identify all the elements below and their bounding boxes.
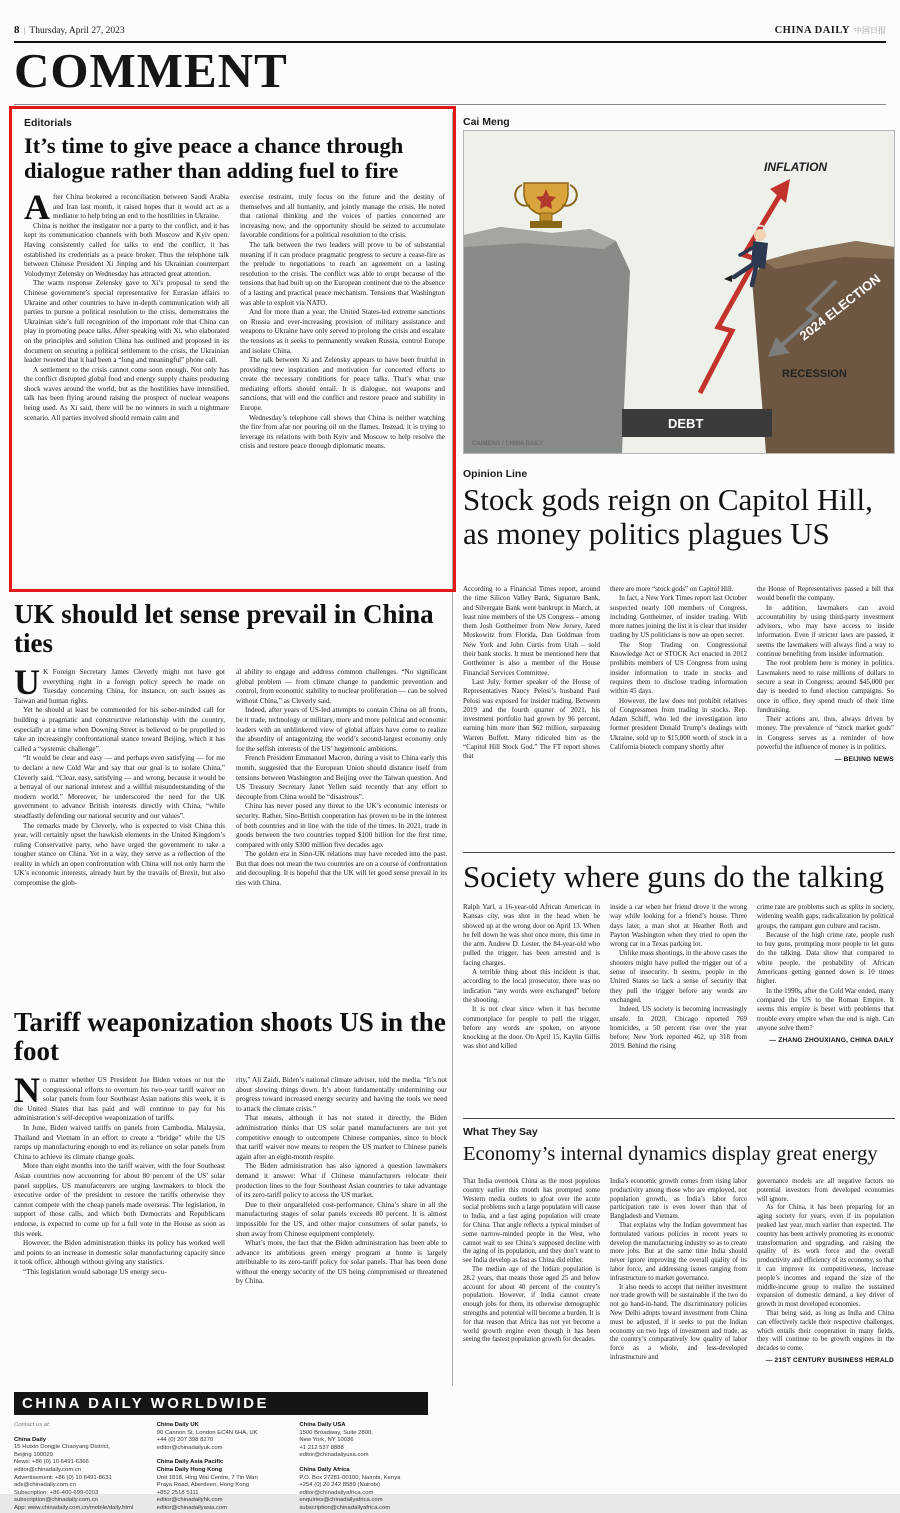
editorial-cartoon: [463, 130, 895, 454]
cliff-label: 2024 ELECTION: [796, 271, 884, 344]
paragraph: China has never posed any threat to the UK’s economic interests or security. Rather, Sino-British cooperation has proven to be in the interest of both countries and in line with the tide of the times. In 2021, trade in goods between the two countries topped $100 billion for the first time, compared with only $300 million five decades ago.: [236, 802, 447, 849]
paragraph: However, the Biden administration thinks its policy has worked well and points to an increase in domestic solar manufacturing capacity since it took office, although without giving any statistics.: [14, 1239, 225, 1267]
paragraph: Praya Road, Aberdeen, Hong Kong: [156, 1482, 250, 1489]
economy-column-3: [757, 1178, 894, 1486]
paragraph: Unit 1818, Hing Wai Centre, 7 Tin Wan: [156, 1474, 258, 1481]
paragraph: governance models are all negative factors no potential investors from developed economies will ignore.: [757, 1178, 894, 1203]
paragraph: However, the law does not prohibit relatives of Congressmen from trading in stocks. Rep. Adam Schiff, who led the investigation into former president Donald Trump’s dealings with Ukraine, sold up to $15,000 worth of stock in a California biotech company shortly after: [610, 696, 747, 752]
opinion-headline: Stock gods reign on Capitol Hill, as money politics plagues US: [463, 482, 873, 551]
paragraph: 1500 Broadway, Suite 2800,: [299, 1429, 373, 1436]
paragraph: editor@chinadailyuk.com: [156, 1444, 223, 1451]
paragraph: rity,” Ali Zaidi, Biden’s national climate adviser, told the media. “It’s not about slowing things down. It’s about fundamentally undermining our progress toward increased energy security and having the tools we need to attack the climate crisis.”: [236, 1076, 447, 1113]
paragraph: al ability to engage and address common challenges. “No significant global problem — from climate change to pandemic prevention and control, from economic stability to nuclear proliferation — can be solved without China,” as Cleverly said.: [236, 668, 447, 705]
header-divider: |: [23, 26, 26, 36]
paragraph: +254 (0) 20 242 8589 (Nairobi): [299, 1482, 381, 1489]
paragraph: Last July, former speaker of the House of Representatives Nancy Pelosi’s husband Paul Pelosi was exposed for insider trading. Between 2019 and the fourth quarter of 2021, his investment portfolio had grown by 96 percent, earning him more than $62 million, surpassing Warren Buffett. Many ridiculed him as the “Capitol Hill Stock God.” The FT report shows that: [463, 677, 600, 761]
opinion-column-3-text: [757, 585, 894, 752]
paragraph: India’s economic growth comes from rising labor productivity among those who are employed, not population growth, as India’s labor force participation rate is even lower than that of Bangladesh and Vietnam.: [610, 1178, 747, 1221]
paragraph: No matter whether US President Joe Biden vetoes or not the congressional efforts to overturn his two-year tariff waiver on solar panels from four Southeast Asian nations this week, it is the United States that has paid and will continue to pay for his administration’s self-deceptive weaponization of tariffs.: [14, 1070, 225, 1123]
page-header: [14, 24, 886, 43]
cartoon-signature: CAIMENG / CHINA DAILY: [472, 441, 544, 447]
what-they-say-divider: [463, 1118, 895, 1119]
paragraph: crime rate are problems such as splits in society, widening wealth gaps, radicalization by political groups, the rampant gun culture and racism.: [757, 903, 894, 930]
economy-headline: Economy’s internal dynamics display great energy: [463, 1143, 878, 1165]
paragraph: The root problem here is money in politics. Lawmakers need to raise millions of dollars to secure a seat in Congress; around $45,000 per day is needed to fund election campaigns. So once in office, they spend much of their time fundraising.: [757, 659, 894, 714]
paragraph: “This legislation would sabotage US energy secu-: [23, 1267, 167, 1276]
paragraph: Yet he should at least be commended for his sober-minded call for building a pragmatic and constructive relationship with the country, especially at a time when Downing Street is believed to be propelled to take an increasingly confrontational stance toward Beijing, which it has called a “systemic challenge”.: [14, 706, 225, 753]
paragraph: According to a Financial Times report, around the time Silicon Valley Bank, Signature Bank, and Silvergate Bank went bankrupt in March, at least nine members of the US Congress – among them Josh Gottheimer from New Jersey, Jared Moskowitz from Florida, Dan Goldman from New York and John Curtis from Utah – sold their bank stocks. It must be mentioned here that Gottheimer is also a member of the House Financial Services Committee.: [463, 585, 600, 677]
economy-column-2: [610, 1178, 747, 1486]
economy-byline: — 21ST CENTURY BUSINESS HERALD: [765, 1356, 894, 1364]
paragraph: there are more “stock gods” on Capitol Hill.: [610, 585, 734, 593]
paragraph: App: www.chinadaily.com.cn/mobile/daily.html: [14, 1504, 134, 1511]
tariff-column-1: [14, 1070, 225, 1404]
page-header-left: [14, 24, 125, 36]
recession-label: RECESSION: [782, 368, 847, 380]
paragraph: 90 Cannon St, London EC4N 6HA, UK: [156, 1429, 258, 1436]
paragraph: +1 212 537 8888: [299, 1444, 344, 1451]
paragraph: As for China, it has been preparing for an aging society for years, even if its population peaked last year, much earlier than expected. The country has been actively promoting its economic transformation and upgrading, and raising the quality of its work force and the overall productivity and efficiency of its economy, so that it can improve its competitiveness, increase people’s incomes and expand the size of the middle-income group to realize the sustained expansion of domestic demand, a key driver of growth in most developed economies.: [757, 1204, 894, 1309]
paragraph: Their actions are, thus, always driven by money. The prevalence of “stock market gods” in Congress serves as a reminder of how powerful the influence of money is in politics.: [757, 715, 894, 752]
page-number: 8: [14, 24, 20, 36]
paragraph: In fact, a New York Times report last October suspected nearly 100 members of Congress, including Gottheimer, of insider trading. With more names joining the list it is clear that insider trading by US politicians is now an open secret.: [610, 594, 747, 640]
article-editorial: [24, 117, 445, 585]
paragraph: It is not clear since when it has become commonplace for people to pull the trigger, before any words are spoken, on anyone knocking at the door. On April 15, Kaylin Gillis was shot and killed: [463, 1005, 600, 1051]
society-column-1: [463, 903, 600, 1109]
section-masthead: COMMENT: [14, 43, 288, 98]
society-headline: Society where guns do the talking: [463, 859, 884, 894]
paragraph: That explains why the Indian government has formulated various policies in recent years to develop the manufacturing industry so as to create more jobs. But at the same time India should never ignore improving the overall quality of its labor force, and addressing issues ranging from infrastructure to market governance.: [610, 1221, 747, 1282]
editorial-label: Editorials: [24, 117, 72, 129]
paragraph: The golden era in Sino-UK relations may have receded into the past. But that does not mean the two countries are on a course of confrontation and decoupling. It is hopeful that the UK will let good sense prevail in its ties with China.: [236, 850, 447, 888]
paragraph: editor@chinadailyhk.com: [156, 1497, 223, 1504]
paragraph: The Stop Trading on Congressional Knowledge Act or STOCK Act enacted in 2012 prohibits members of US Congress from using insider information to trade in stocks and requires them to disclose trading information within 45 days.: [610, 640, 747, 696]
society-byline: — ZHANG ZHOUXIANG, CHINA DAILY: [769, 1037, 894, 1045]
paragraph: The remarks made by Cleverly, who is expected to visit China this year, will certainly upset the hawkish elements in the United Kingdom’s ruling Conservative party, who have urged the government to take a tougher stance on China. Yet in a way, they serve as a reflection of the reality in which an open confrontation with China will not only harm the UK’s economic interests, already hurt by the travails of Brexit, but also compromise the glob-: [14, 821, 225, 888]
vertical-divider: [452, 112, 453, 1386]
society-column-3: [757, 903, 894, 1109]
paragraph: News: +86 (0) 10 6491-6366: [14, 1459, 89, 1466]
paragraph: That being said, as long as India and China can effectively tackle their respective challenges, which entails their cooperation in many fields, they will continue to be growth engines in the decades to come.: [757, 1309, 894, 1353]
paragraph: the House of Representatives passed a bill that would benefit the company.: [757, 585, 894, 603]
paragraph: The median age of the Indian population is 28.2 years, that means those aged 25 and below account for about 40 percent of the country’s population. However, if India cannot create enough jobs for them, its otherwise demographic strengths and potential will become a burden. It is for that reason that Africa has not yet become a world growth engine even though it has been seeing the fastest population growth for decades.: [463, 1265, 600, 1344]
editorial-column-1: [24, 187, 229, 585]
paragraph: Due to their unparalleled cost-performance, China’s share in all the manufacturing stages of solar panels exceeds 80 percent. It is almost impossible for the US, and other major consumers of solar panels, to shun away from Chinese equipment completely.: [236, 1200, 447, 1238]
paragraph: exercise restraint, truly focus on the future and the destiny of themselves and all humanity, and jointly manage the crisis. He noted that rational thinking and the voices of parties concerned are increasing now, and the opportunity should be seized to accumulate favorable conditions for a political resolution to the crisis.: [240, 193, 445, 240]
paragraph: Contact us at:: [14, 1422, 51, 1428]
article-tariff: [14, 1008, 448, 1404]
paragraph: China Daily Hong Kong: [156, 1466, 223, 1473]
masthead-rule: [14, 104, 886, 105]
debt-label: DEBT: [668, 416, 704, 431]
paragraph: editor@chinadaily.com.cn: [14, 1466, 82, 1473]
footer-contact-usa-africa: [299, 1422, 428, 1513]
paragraph: China Daily Asia Pacific: [156, 1459, 224, 1466]
paragraph: Unlike mass shootings, in the above cases the shooters might have pulled the trigger out of a sense of insecurity. It seems, people in the United States so lack a sense of security that they pull the trigger before any words are exchanged.: [610, 949, 747, 1004]
tariff-column-2: [236, 1076, 447, 1404]
society-column-3-text: [757, 903, 894, 1033]
opinion-article: [463, 585, 894, 847]
paragraph: And for more than a year, the United States-led extreme sanctions on Russia and ever-increasing provision of military assistance and weapons to Ukraine have only served to prolong the crisis and escalate the tensions as it seeks to permanently weaken Russia, control Europe and isolate China.: [240, 308, 445, 355]
uk-column-1: [14, 662, 225, 1020]
paragraph: China Daily USA: [299, 1422, 346, 1428]
opinion-column-3: [757, 585, 894, 847]
paragraph: inside a car when her friend drove it the wrong way while looking for a friend’s house. Three days later, a man shot at Heather Roth and Payton Washington when they tried to open the wrong car in a Texas parking lot.: [610, 903, 747, 949]
cartoon-credit: Cai Meng: [463, 116, 510, 128]
paragraph: The talk between Xi and Zelensky appears to have been fruitful in providing new inspiration and motivation for concerted efforts to create the necessary conditions for peace talks. That’s what true mediating efforts should entail. It is dialogue, not weapons and sanctions, that will end the conflict and restore peace and stability in Europe.: [240, 356, 445, 413]
economy-column-1: [463, 1178, 600, 1486]
paragraph: enquiries@chinadailyafrica.com: [299, 1497, 383, 1504]
paragraph: Beijing 100029: [14, 1451, 53, 1458]
opinion-column-2: [610, 585, 747, 847]
paragraph: In the 1990s, after the Cold War ended, many compared the US to the Roman Empire. It seems this empire is beset with problems that trouble every empire when the end is nigh. Can anyone solve them?: [757, 986, 894, 1032]
paragraph: +44 (0) 207 398 8270: [156, 1437, 214, 1444]
debt-band: [622, 409, 772, 437]
paragraph: That means, although it has not stated it directly, the Biden administration thinks that US solar panel manufacturers are not yet competitive enough to outcompete Chinese companies, since to block that tariff waiver now means to reopen the US market to Chinese panels again after an eight-month respite.: [236, 1114, 447, 1161]
inflation-label: INFLATION: [764, 160, 828, 174]
paragraph: In addition, lawmakers can avoid accountability by using third-party investment advisors, who may have access to inside information. Even if stricter laws are passed, it seems the lawmakers will always find a way to continue benefiting from insider information.: [757, 603, 894, 659]
society-column-2: [610, 903, 747, 1109]
left-cliff: [464, 227, 630, 453]
paragraph: Advertisement: +86 (0) 10 6491-8631: [14, 1474, 112, 1481]
tariff-headline: Tariff weaponization shoots US in the foot: [14, 1007, 446, 1066]
paragraph: A settlement to the crisis cannot come soon enough. Not only has the conflict disrupted global food and energy supply chains producing shock waves around the world, but as the hostilities have intensified, talk has been flying around raising the prospect of nuclear weapons being used. As Xi said, there will be no winners in such a nightmare scenario. All parties involved should remain calm and: [24, 365, 229, 422]
brand-chinese: 中国日报: [854, 26, 886, 35]
editorial-headline: It’s time to give peace a chance through dialogue rather than adding fuel to fire: [24, 133, 404, 183]
paragraph: UK Foreign Secretary James Cleverly might not have got everything right in a foreign policy speech he made on Tuesday concerning China, for instance, on such issues as Taiwan and human rights.: [14, 662, 225, 705]
paragraph: Indeed, after years of US-led attempts to contain China on all fronts, be it trade, technology or military, more and more political and economic leaders with an unblinkered view of global affairs have come to realize the absurdity of antagonizing the world’s second-largest economy only for the selfish interests of the US’ hegemonic ambitions.: [236, 706, 447, 753]
article-uk-china-ties: [14, 600, 448, 1020]
opinion-column-1: [463, 585, 600, 847]
paragraph: China is neither the instigator nor a party to the conflict, and it has kept its communication channels with both Moscow and Kyiv open. Having consistently called for talks to end the conflict, it has established its credentials as a peace broker. Thus the telephone talk between Chinese President Xi Jinping and his Ukrainian counterpart Volodymyr Zelensky on Wednesday has attracted great attention.: [24, 221, 229, 278]
footer-banner: CHINA DAILY WORLDWIDE: [14, 1392, 428, 1415]
society-article: [463, 903, 894, 1109]
paragraph: 15 Huixin Dongjie Chaoyang District,: [14, 1444, 110, 1451]
footer-contact-beijing: [14, 1422, 143, 1513]
what-they-say-label: What They Say: [463, 1126, 538, 1138]
paragraph: Ralph Yarl, a 16-year-old African American in Kansas city, was shot in the head when he showed up at the wrong door on April 13. When he fell down he was shot once more, this time in the arm. Andrew D. Lester, the 84-year-old who pulled the trigger, has been arrested and is facing charges.: [463, 903, 600, 967]
uk-headline: UK should let sense prevail in China ties: [14, 599, 434, 658]
opinion-line-label: Opinion Line: [463, 468, 528, 480]
page-header-right: [775, 25, 886, 36]
footer-contact-uk-asia: [157, 1422, 286, 1513]
paragraph: editor@chinadailyusa.com: [299, 1452, 369, 1459]
uk-column-2: [236, 668, 447, 1020]
paragraph: The warm response Zelensky gave to Xi’s proposal to send the Chinese government’s special representative for Eurasian affairs to Ukraine and other countries to have in-depth communication with all parties to pursue a political resolution to the crisis, demonstrates the Ukrainian side’s full recognition of the important role that China can play in promoting peace talks. After speaking with Xi, who elaborated on the principles and solution China has outlined and proposed in its document on securing a political settlement to the crisis, the Ukrainian leader tweeted that it had been a “long and meaningful” phone call.: [24, 279, 229, 365]
society-divider: [463, 852, 895, 853]
paragraph: P.O. Box 27281-00100, Nairobi, Kenya: [299, 1474, 401, 1481]
worldwide-footer: [14, 1392, 428, 1513]
paragraph: subscription@chinadailyafrica.com: [299, 1504, 391, 1511]
page-date: Thursday, April 27, 2023: [29, 26, 125, 36]
paragraph: What’s more, the fact that the Biden administration has been able to advance its ambitious green energy program at home is largely attributable to its zero-tariff policy for solar panels. That has been done without the energy security of the US being compromised or threatened by China.: [236, 1239, 447, 1286]
paragraph: More than eight months into the tariff waiver, with the four Southeast Asian countries now accounting for about 80 percent of the US’ solar panel supplies, US manufacturers are urging lawmakers to block the executive order of the president to restore the tariffs otherwise they cannot compete with the cheap panels made overseas. The legislation, in support of those calls, and which both Democrats and Republicans endorse, is expected to come up for a full vote in the House as soon as this week.: [14, 1162, 225, 1238]
paragraph: Wednesday’s telephone call shows that China is neither watching the fire from afar nor pouring oil on the flames. Instead, it is trying to leverage its relations with both Kyiv and Moscow to help resolve the crisis and restore peace through diplomatic means.: [240, 413, 445, 451]
paragraph: That India overtook China as the most populous country earlier this month has prompted some Western media outlets to gloat over the acute social problems such a large population will cause to India, and a fast aging population will create for China. That angle reflects a typical mindset of some narrow-minded people in the West, who cannot wait to see China’s supposed decline with the aging of its population, and they don’t want to see India develop as fast as China did either.: [463, 1178, 600, 1265]
paragraph: In June, Biden waived tariffs on panels from Cambodia, Malaysia, Thailand and Vietnam in an effort to create a “bridge” while the US ramps up manufacturing enough to end its reliance on solar panels from China to achieve its climate change goals.: [14, 1123, 225, 1161]
paragraph: The Biden administration has also ignored a question lawmakers demand it answer: What if Chinese manufacturers relocate their production lines to the four Southeast Asian countries to take advantage of its zero-tariff policy to access the US market.: [236, 1162, 447, 1200]
paragraph: ads@chinadaily.com.cn: [14, 1482, 76, 1489]
paragraph: Indeed, US society is becoming increasingly unsafe. In 2020, Chicago reported 769 homicides, a 50 percent rise over the year before; New York reported 462, up 318 from 2019. Behind the rising: [610, 1005, 747, 1051]
paragraph: Because of the high crime rate, people rush to buy guns, prompting more people to let guns do the talking. Data show that compared to white people, the probability of African Americans getting gunned down is 10 times higher.: [757, 930, 894, 986]
paragraph: After China brokered a reconciliation between Saudi Arabia and Iran last month, it raised hopes that it would act as a mediator to help bring an end to the hostilities in Ukraine.: [24, 187, 229, 227]
brand: CHINA DAILY: [774, 25, 850, 36]
paragraph: New York, NY 10036: [299, 1437, 354, 1444]
cartoon-illustration: [464, 131, 894, 453]
paragraph: “It would be clear and easy — and perhaps even satisfying — for me to declare a new Cold War and say that our goal is to isolate China,” Cleverly said. “Clear, easy, satisfying — and wrong, because it would be a betrayal of our national interest and a willful misunderstanding of the modern world.” Moreover, he underscored the need for the UK government to advance British interests directly with China, “while steadfastly defending our national security and our values”.: [14, 754, 225, 820]
paragraph: subscription@chinadaily.com.cn: [14, 1497, 98, 1504]
paragraph: editor@chinadailyafrica.com: [299, 1489, 374, 1496]
paragraph: editor@chinadailyasia.com: [156, 1504, 228, 1511]
paragraph: French President Emmanuel Macron, during a visit to China early this month, suggested that the European Union should distance itself from tensions between Washington and Beijing over the Taiwan question. And US Treasury Secretary Janet Yellen said recently that any effort to decouple from China would be “disastrous”.: [236, 754, 447, 801]
paragraph: It also needs to accept that neither investment nor trade growth will be sustainable if the two do not go hand-in-hand. The discriminatory policies New Delhi adopts toward investment from China must be adjusted, if it seeks to put the Indian economy on two legs of investment and trade, as the country’s comparatively low quality of labor force as a whole, and less-developed infrastructure and: [610, 1283, 747, 1361]
editorial-column-2: [240, 193, 445, 585]
paragraph: Subscription: +86-400-699-0203: [14, 1489, 99, 1496]
paragraph: The talk between the two leaders will prove to be of substantial meaning if it can produce pragmatic progress to secure a cease-fire as the prelude to negotiations to reach an agreement on a lasting resolution to the crisis. The conflict was able to erupt because of the tensions that had built up on the European continent due to the absence of a lasting and practical peace mechanism. Tensions that Washington was able to exploit via NATO.: [240, 240, 445, 307]
paragraph: China Daily UK: [156, 1422, 199, 1428]
economy-article: [463, 1178, 894, 1486]
economy-column-3-text: [757, 1178, 894, 1354]
opinion-byline: — BEIJING NEWS: [834, 756, 894, 764]
paragraph: A terrible thing about this incident is that, according to the local prosecutor, there was no indication “any words were exchanged” before the shooting.: [463, 968, 600, 1004]
paragraph: +852 2518 5111: [156, 1489, 199, 1496]
paragraph: China Daily: [14, 1436, 47, 1443]
paragraph: China Daily Africa: [299, 1466, 350, 1473]
